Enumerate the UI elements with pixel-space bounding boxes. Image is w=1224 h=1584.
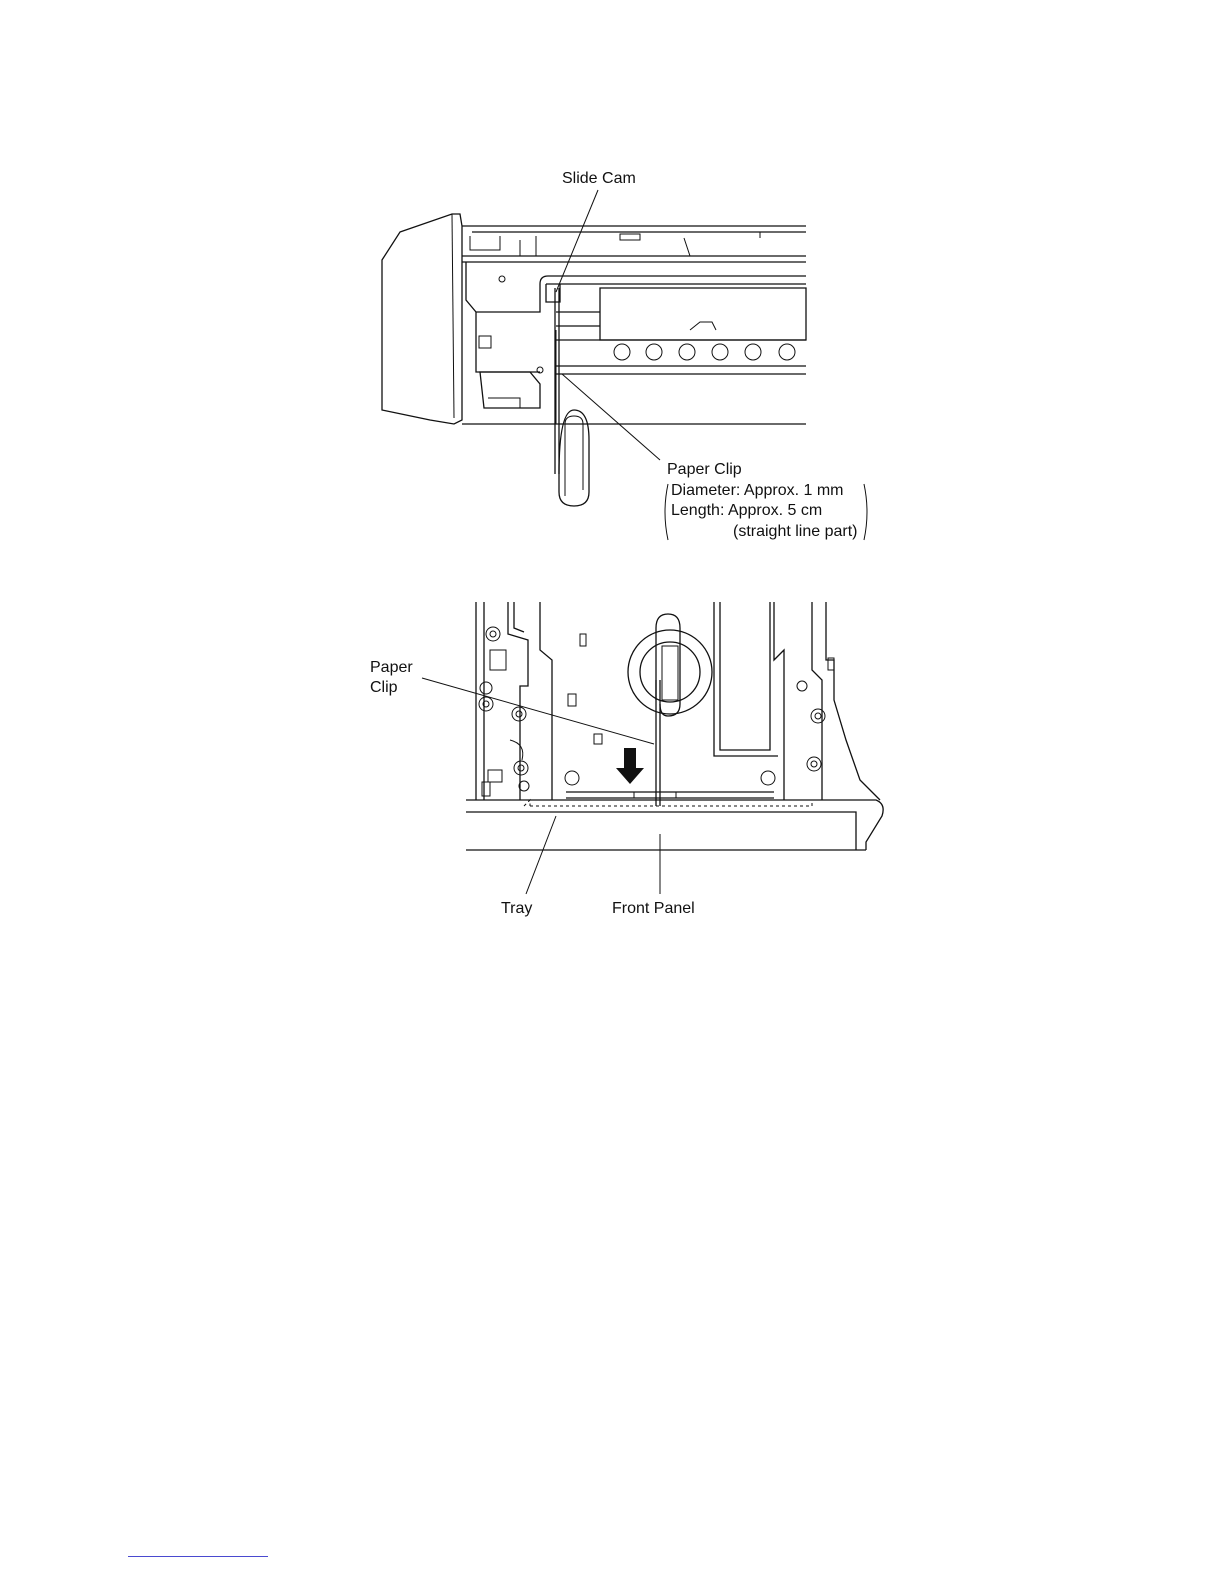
paper-label: Paper — [370, 659, 413, 676]
footer-link-underline[interactable] — [128, 1556, 268, 1557]
clip-label: Clip — [370, 679, 398, 696]
front-panel-label: Front Panel — [612, 900, 695, 917]
tray-label: Tray — [501, 900, 533, 917]
straight-part-label: (straight line part) — [733, 523, 858, 540]
paper-clip-label-top: Paper Clip — [667, 461, 742, 478]
push-down-arrow-icon — [616, 748, 644, 784]
bottom-figure-top-view — [422, 602, 883, 894]
slide-cam-label: Slide Cam — [562, 170, 636, 187]
diameter-label: Diameter: Approx. 1 mm — [671, 482, 844, 499]
length-label: Length: Approx. 5 cm — [671, 502, 823, 519]
